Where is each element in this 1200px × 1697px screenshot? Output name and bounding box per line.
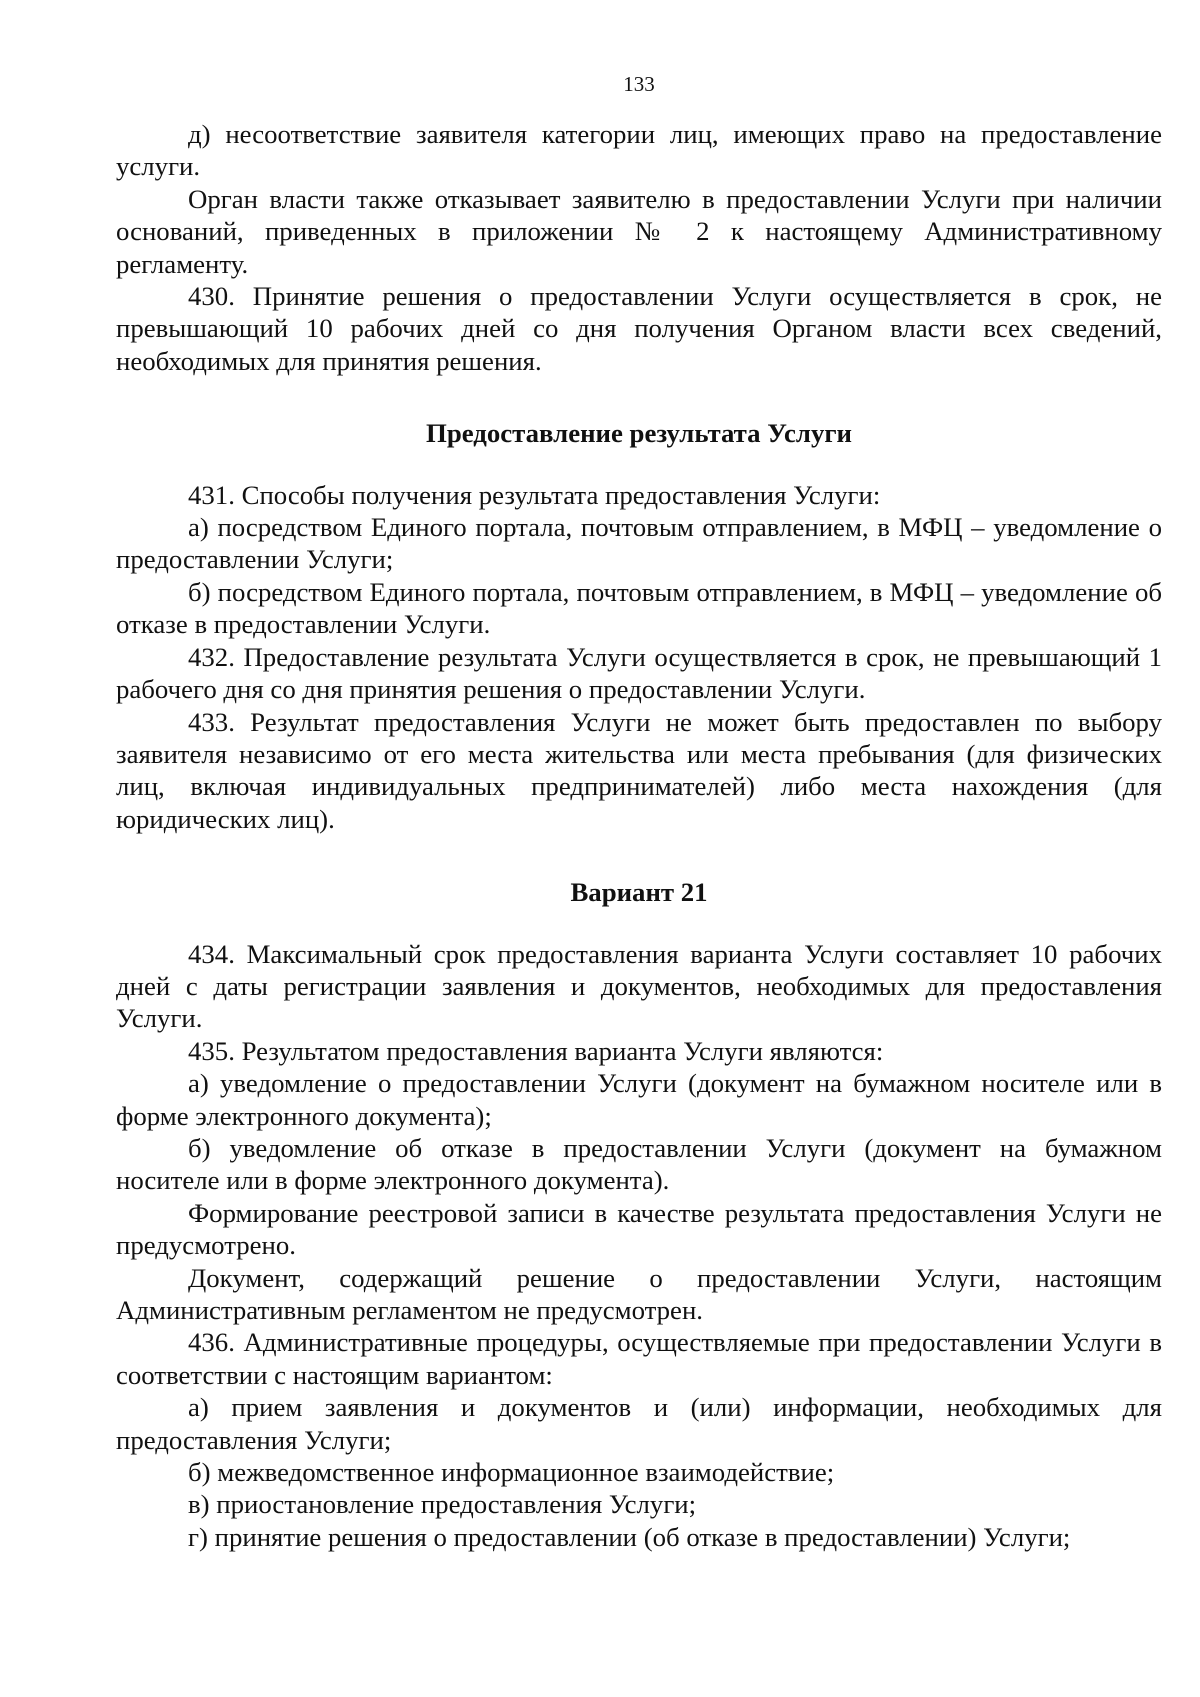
paragraph-432: 432. Предоставление результата Услуги осуществляется в срок, не превышающий 1 рабочего дня со дня принятия решения о предоставлении Услуги. <box>116 641 1162 705</box>
paragraph-431-a: а) посредством Единого портала, почтовым отправлением, в МФЦ – уведомление о предоставлении Услуги; <box>116 512 1162 575</box>
paragraph-436: 436. Административные процедуры, осуществляемые при предоставлении Услуги в соответствии с настоящим вариантом: <box>116 1327 1162 1390</box>
section-heading-result: Предоставление результата Услуги <box>426 418 852 449</box>
paragraph-431: 431. Способы получения результата предоставления Услуги: <box>188 479 881 510</box>
paragraph-435-a: а) уведомление о предоставлении Услуги (документ на бумажном носителе или в форме электронного документа); <box>116 1068 1162 1131</box>
page-number: 133 <box>623 72 655 96</box>
paragraph-435: 435. Результатом предоставления варианта Услуги являются: <box>188 1035 884 1066</box>
paragraph-subitem-d: д) несоответствие заявителя категории лиц, имеющих право на предоставление услуги. <box>116 119 1162 182</box>
paragraph-436-v: в) приостановление предоставления Услуги; <box>188 1489 697 1520</box>
document-body <box>116 118 1162 1553</box>
paragraph-refusal-grounds: Орган власти также отказывает заявителю в предоставлении Услуги при наличии оснований, приведенных в приложении № 2 к настоящему Административному регламенту. <box>116 183 1162 279</box>
paragraph-436-a: а) прием заявления и документов и (или) информации, необходимых для предоставления Услуги; <box>116 1392 1162 1455</box>
section-heading-variant-21: Вариант 21 <box>570 877 708 908</box>
paragraph-decision-document: Документ, содержащий решение о предоставлении Услуги, настоящим Административным регламентом не предусмотрен. <box>116 1262 1162 1325</box>
paragraph-431-b: б) посредством Единого портала, почтовым отправлением, в МФЦ – уведомление об отказе в предоставлении Услуги. <box>116 576 1162 640</box>
paragraph-435-b: б) уведомление об отказе в предоставлении Услуги (документ на бумажном носителе или в форме электронного документа). <box>116 1132 1162 1196</box>
paragraph-436-b: б) межведомственное информационное взаимодействие; <box>188 1457 835 1488</box>
paragraph-430: 430. Принятие решения о предоставлении Услуги осуществляется в срок, не превышающий 10 рабочих дней со дня получения Органом власти всех сведений, необходимых для принятия решения. <box>116 281 1162 376</box>
paragraph-registry-record: Формирование реестровой записи в качестве результата предоставления Услуги не предусмотрено. <box>116 1197 1162 1261</box>
paragraph-434: 434. Максимальный срок предоставления варианта Услуги составляет 10 рабочих дней с даты регистрации заявления и документов, необходимых для предоставления Услуги. <box>116 938 1162 1034</box>
paragraph-436-g: г) принятие решения о предоставлении (об отказе в предоставлении) Услуги; <box>188 1521 1071 1552</box>
paragraph-433: 433. Результат предоставления Услуги не может быть предоставлен по выбору заявителя независимо от его места жительства или места пребывания (для физических лиц, включая индивидуальных предпринимателей) либо места нахождения (для юридических лиц). <box>116 706 1162 834</box>
